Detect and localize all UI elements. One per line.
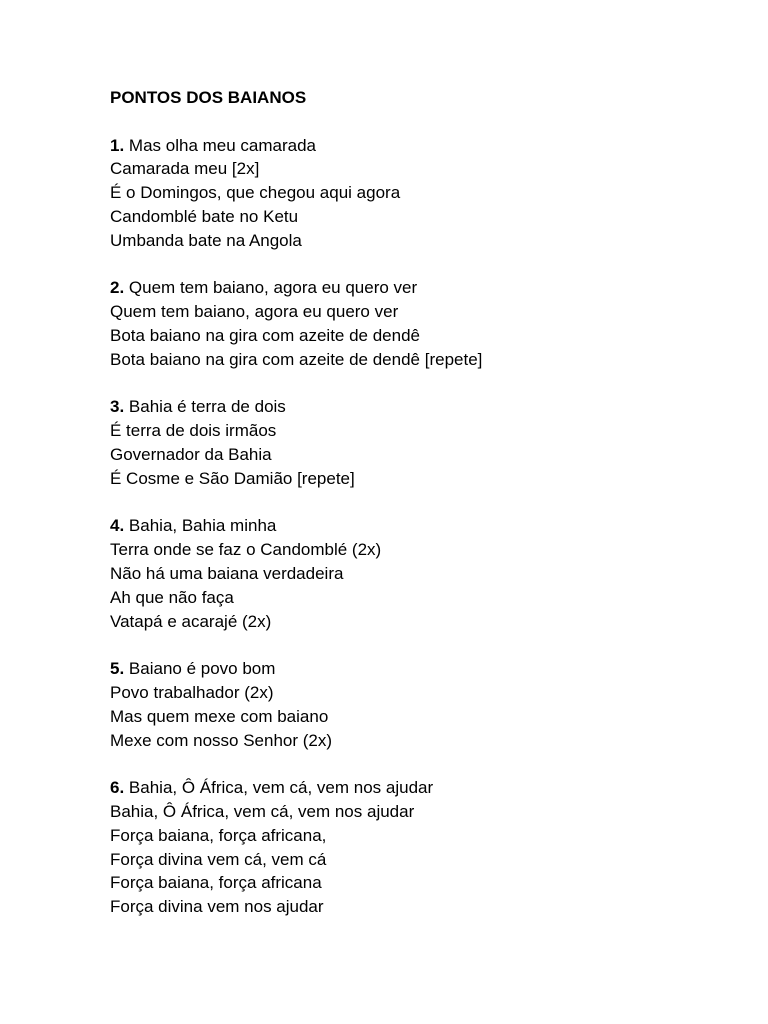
stanza-line <box>110 134 750 158</box>
stanza-line: É o Domingos, que chegou aqui agora <box>110 183 401 203</box>
stanza-line <box>110 276 750 300</box>
stanza-3 <box>110 395 750 490</box>
stanza-line: Força baiana, força africana <box>110 873 322 893</box>
stanza-line: Povo trabalhador (2x) <box>110 682 274 702</box>
stanza-line <box>110 395 750 419</box>
stanza-number: 1. <box>110 135 125 155</box>
stanza-line-text: Quem tem baiano, agora eu quero ver <box>128 278 418 298</box>
document-title: PONTOS DOS BAIANOS <box>110 88 307 107</box>
stanza-line: Bota baiano na gira com azeite de dendê <box>110 325 421 345</box>
stanza-line: Bahia, Ô África, vem cá, vem nos ajudar <box>110 801 415 821</box>
stanza-line: Força divina vem nos ajudar <box>110 897 324 917</box>
stanza-line: Ah que não faça <box>110 587 234 607</box>
stanza-2 <box>110 276 750 371</box>
stanza-line: Não há uma baiana verdadeira <box>110 563 344 583</box>
stanza-line-text: Mas olha meu camarada <box>128 135 317 155</box>
document-page <box>110 86 750 919</box>
stanza-line-text: Bahia, Ô África, vem cá, vem nos ajudar <box>128 778 434 798</box>
stanza-line-text: Bahia é terra de dois <box>128 397 286 417</box>
stanza-line: Camarada meu [2x] <box>110 159 260 179</box>
stanza-line <box>110 776 750 800</box>
stanza-4 <box>110 514 750 633</box>
stanza-line: Governador da Bahia <box>110 444 272 464</box>
stanza-line: Vatapá e acarajé (2x) <box>110 611 272 631</box>
stanza-number: 2. <box>110 278 125 298</box>
stanza-line: É terra de dois irmãos <box>110 421 277 441</box>
stanza-line <box>110 514 750 538</box>
stanza-line-text: Bahia, Bahia minha <box>128 516 277 536</box>
stanza-line: Força divina vem cá, vem cá <box>110 849 327 869</box>
stanza-number: 3. <box>110 397 125 417</box>
stanza-number: 5. <box>110 659 125 679</box>
stanza-line: Terra onde se faz o Candomblé (2x) <box>110 540 382 560</box>
stanza-line: Candomblé bate no Ketu <box>110 206 299 226</box>
stanza-line: É Cosme e São Damião [repete] <box>110 468 355 488</box>
stanza-line: Mexe com nosso Senhor (2x) <box>110 730 333 750</box>
stanza-1 <box>110 134 750 253</box>
stanza-line: Quem tem baiano, agora eu quero ver <box>110 302 399 322</box>
stanza-number: 6. <box>110 778 125 798</box>
stanza-line-text: Baiano é povo bom <box>128 659 276 679</box>
stanza-5 <box>110 657 750 752</box>
stanza-number: 4. <box>110 516 125 536</box>
stanza-line: Força baiana, força africana, <box>110 825 327 845</box>
stanza-line: Umbanda bate na Angola <box>110 230 302 250</box>
stanza-line: Mas quem mexe com baiano <box>110 706 329 726</box>
stanza-line: Bota baiano na gira com azeite de dendê [repete] <box>110 349 483 369</box>
stanza-6 <box>110 776 750 919</box>
stanza-line <box>110 657 750 681</box>
